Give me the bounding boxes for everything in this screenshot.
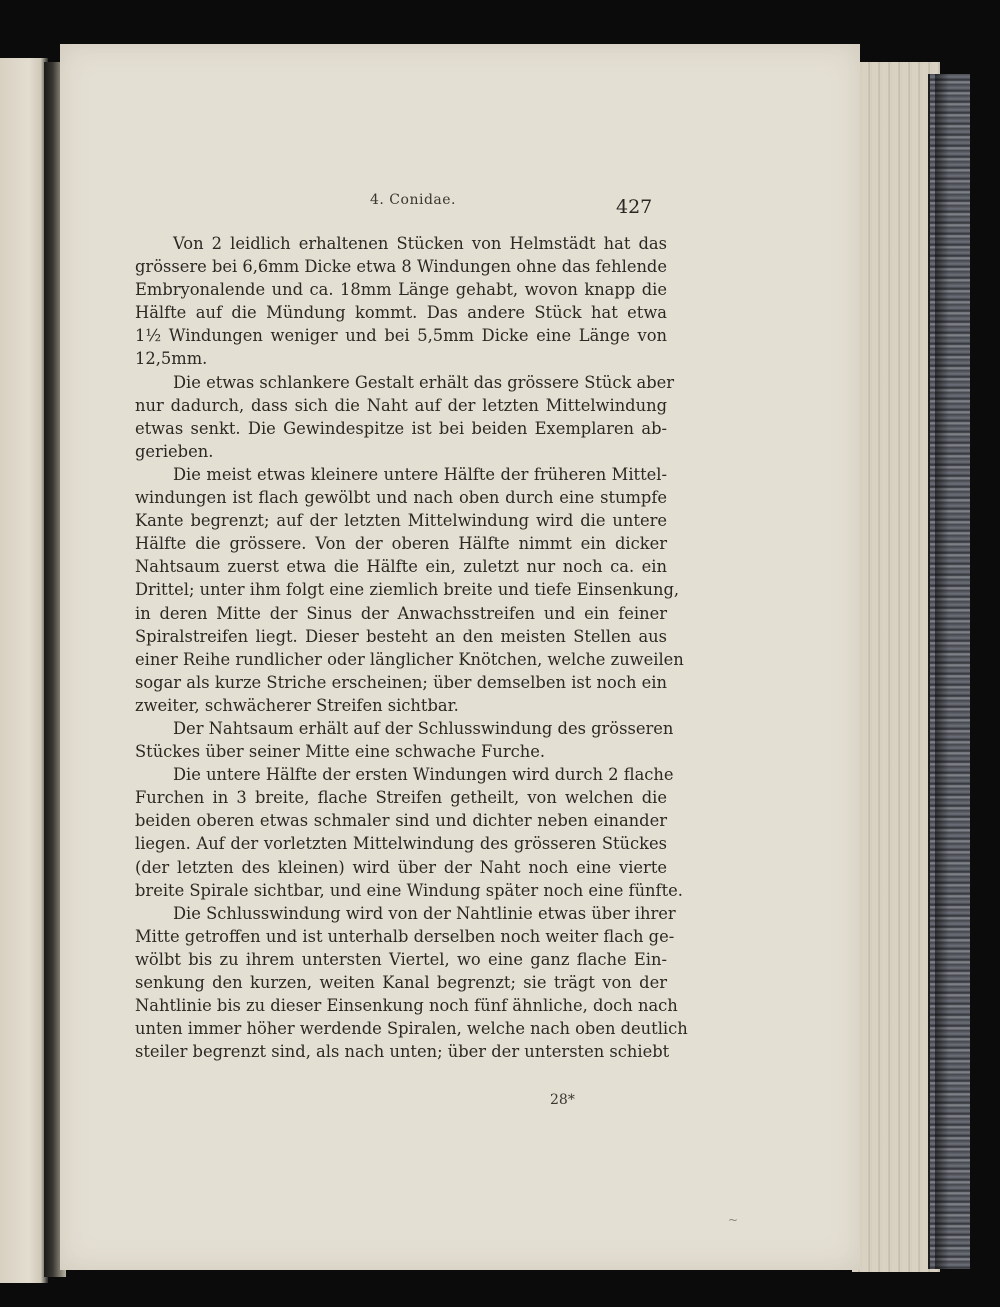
running-head: 4. Conidae. <box>370 192 456 208</box>
paragraph <box>135 717 674 763</box>
text-line: liegen. Auf der vorletzten Mittelwindung des grösseren Stückes <box>135 834 667 854</box>
text-line: steiler begrenzt sind, als nach unten; über der untersten schiebt <box>135 1042 670 1062</box>
text-line: Die untere Hälfte der ersten Windungen wird durch 2 flache <box>173 765 674 785</box>
text-line: Spiralstreifen liegt. Dieser besteht an den meisten Stellen aus <box>135 626 667 646</box>
text-line: in deren Mitte der Sinus der Anwachsstreifen und ein feiner <box>135 603 667 623</box>
text-line: Furchen in 3 breite, flache Streifen getheilt, von welchen die <box>135 788 667 808</box>
text-line: etwas senkt. Die Gewindespitze ist bei beiden Exemplaren ab- <box>135 418 667 438</box>
text-line: zweiter, schwächerer Streifen sichtbar. <box>135 695 459 715</box>
text-line: windungen ist flach gewölbt und nach oben durch eine stumpfe <box>135 488 667 508</box>
page-number: 427 <box>616 196 653 218</box>
text-line: grössere bei 6,6mm Dicke etwa 8 Windungen ohne das fehlende <box>135 257 667 277</box>
text-line: Hälfte auf die Mündung kommt. Das andere Stück hat etwa <box>135 303 667 323</box>
text-line: 1½ Windungen weniger und bei 5,5mm Dicke eine Länge von <box>135 326 667 346</box>
text-line: einer Reihe rundlicher oder länglicher Knötchen, welche zuweilen <box>135 649 684 669</box>
text-line: wölbt bis zu ihrem untersten Viertel, wo eine ganz flache Ein- <box>135 949 667 969</box>
text-line: breite Spirale sichtbar, und eine Windung später noch eine fünfte. <box>135 880 683 900</box>
text-line: sogar als kurze Striche erscheinen; über demselben ist noch ein <box>135 672 667 692</box>
body-text <box>135 232 688 1063</box>
paragraph <box>135 463 684 717</box>
text-line: unten immer höher werdende Spiralen, welche nach oben deutlich <box>135 1019 688 1039</box>
text-line: Die etwas schlankere Gestalt erhält das grössere Stück aber <box>173 372 675 392</box>
text-line: (der letzten des kleinen) wird über der Naht noch eine vierte <box>135 857 667 877</box>
binding-shadow <box>935 74 949 1269</box>
text-line: beiden oberen etwas schmaler sind und dichter neben einander <box>135 811 667 831</box>
text-line: Mitte getroffen und ist unterhalb derselben noch weiter flach ge- <box>135 926 675 946</box>
text-line: Nahtlinie bis zu dieser Einsenkung noch fünf ähnliche, doch nach <box>135 996 678 1016</box>
left-page-edge <box>0 58 48 1283</box>
paragraph <box>135 371 675 463</box>
text-line: Drittel; unter ihm folgt eine ziemlich breite und tiefe Einsenkung, <box>135 580 680 600</box>
paragraph <box>135 763 683 902</box>
paragraph <box>135 902 688 1064</box>
text-line: senkung den kurzen, weiten Kanal begrenzt; sie trägt von der <box>135 973 667 992</box>
text-line: Der Nahtsaum erhält auf der Schlusswindung des grösseren <box>173 718 674 738</box>
text-line: Nahtsaum zuerst etwa die Hälfte ein, zuletzt nur noch ca. ein <box>135 557 667 577</box>
paragraph <box>135 232 667 371</box>
text-line: Embryonalende und ca. 18mm Länge gehabt, wovon knapp die <box>135 280 667 300</box>
text-line: gerieben. <box>135 441 214 461</box>
page-header <box>60 192 860 222</box>
text-line: Kante begrenzt; auf der letzten Mittelwindung wird die untere <box>135 511 667 531</box>
text-line: Hälfte die grössere. Von der oberen Hälfte nimmt ein dicker <box>135 534 667 554</box>
text-line: Die meist etwas kleinere untere Hälfte der früheren Mittel- <box>173 464 667 484</box>
text-line: Stückes über seiner Mitte eine schwache Furche. <box>135 742 546 762</box>
page-stack-edge <box>852 62 940 1272</box>
text-line: Die Schlusswindung wird von der Nahtlinie etwas über ihrer <box>173 903 676 923</box>
text-line: 12,5mm. <box>135 349 208 369</box>
signature-mark: 28* <box>550 1092 575 1108</box>
text-line: nur dadurch, dass sich die Naht auf der letzten Mittelwindung <box>135 395 667 415</box>
margin-mark: ~ <box>728 1213 739 1227</box>
text-line: Von 2 leidlich erhaltenen Stücken von Helmstädt hat das <box>173 234 667 253</box>
